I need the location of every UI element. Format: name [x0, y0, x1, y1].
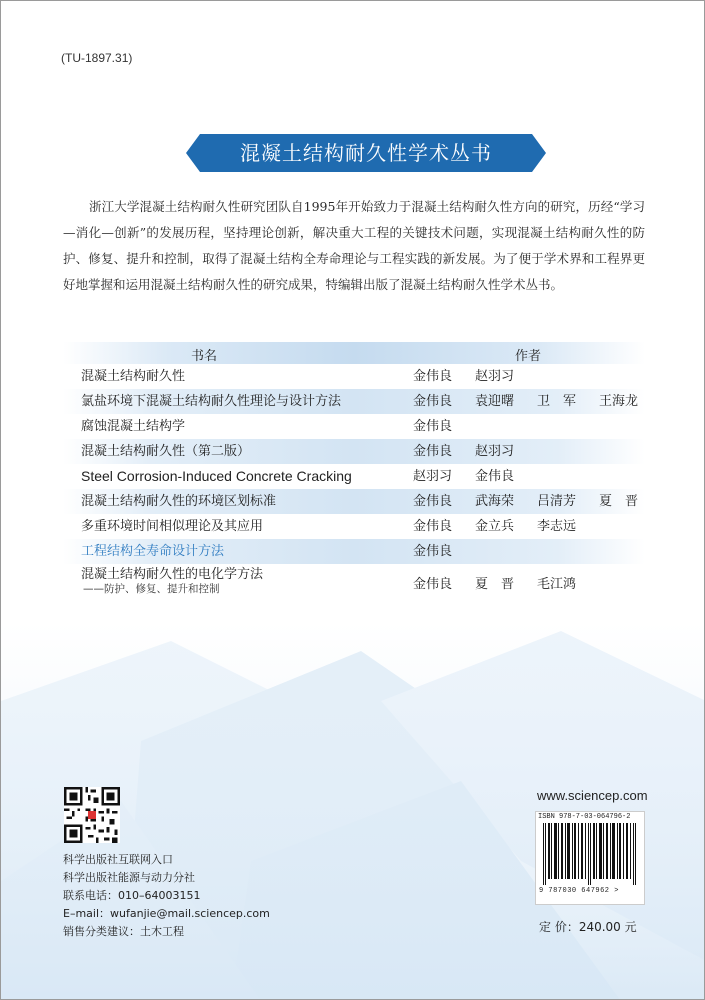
- table-row: [63, 489, 645, 514]
- qr-code: [64, 787, 120, 843]
- book-title: 混凝土结构耐久性的环境区划标准: [81, 494, 277, 509]
- table-row: [63, 389, 645, 414]
- catalog-code: (TU-1897.31): [61, 51, 133, 65]
- book-title: 混凝土结构耐久性的电化学方法: [81, 567, 264, 582]
- book-title: 多重环境时间相似理论及其应用: [81, 519, 264, 534]
- table-header: [63, 342, 645, 364]
- publisher-website: www.sciencep.com: [537, 788, 648, 803]
- book-author: 夏 晋: [599, 494, 639, 509]
- book-title: 混凝土结构耐久性（第二版）: [81, 444, 251, 459]
- book-author: 吕清芳: [537, 494, 577, 509]
- book-title: Steel Corrosion-Induced Concrete Cracking: [81, 468, 352, 484]
- book-title: 混凝土结构耐久性: [81, 369, 186, 384]
- publisher-email: E–mail：wufanjie@mail.sciencep.com: [63, 907, 270, 920]
- book-author: 金立兵: [475, 519, 515, 534]
- book-author: 赵羽习: [475, 444, 515, 459]
- intro-paragraph: 浙江大学混凝土结构耐久性研究团队自1995年开始致力于混凝土结构耐久性方向的研究，历经“学习—消化—创新”的发展历程，坚持理论创新，解决重大工程的关键技术问题，实现混凝土结构耐久性的防护、修复、提升和控制，取得了混凝土结构全寿命理论与工程实践的新发展。为了便于学术界和工程界更好地掌握和运用混凝土结构耐久性的研究成果，特编辑出版了混凝土结构耐久性学术丛书。: [63, 199, 645, 292]
- book-subtitle: ——防护、修复、提升和控制: [83, 583, 220, 595]
- barcode: [541, 823, 639, 885]
- book-author: 王海龙: [599, 394, 639, 409]
- book-title: 腐蚀混凝土结构学: [81, 419, 186, 434]
- table-row: [63, 414, 645, 439]
- table-row: [63, 364, 645, 389]
- book-author: 李志远: [537, 519, 577, 534]
- book-list-table: [63, 342, 645, 604]
- publisher-portal: 科学出版社互联网入口: [63, 853, 173, 866]
- table-row: [63, 564, 645, 604]
- book-author: 金伟良: [413, 519, 453, 534]
- book-author: 金伟良: [413, 544, 453, 559]
- book-author: 夏 晋: [475, 577, 515, 592]
- series-title: 混凝土结构耐久性学术丛书: [240, 141, 492, 165]
- sales-category: 销售分类建议：土木工程: [63, 925, 184, 938]
- book-title: 工程结构全寿命设计方法: [81, 544, 225, 559]
- book-author: 赵羽习: [475, 369, 515, 384]
- barcode-digits: 9 787030 647962 >: [539, 887, 619, 895]
- table-row: [63, 439, 645, 464]
- book-author: 金伟良: [413, 577, 453, 592]
- isbn-label: ISBN 978-7-03-064796-2: [538, 813, 631, 821]
- book-author: 毛江鸿: [537, 577, 577, 592]
- book-author: 金伟良: [413, 369, 453, 384]
- book-author: 袁迎曙: [475, 394, 515, 409]
- book-author: 赵羽习: [413, 469, 453, 484]
- book-author: 金伟良: [413, 444, 453, 459]
- book-title: 氯盐环境下混凝土结构耐久性理论与设计方法: [81, 394, 342, 409]
- publisher-phone: 联系电话：010–64003151: [63, 889, 201, 902]
- book-author: 金伟良: [413, 494, 453, 509]
- table-row: [63, 514, 645, 539]
- table-row: [63, 539, 645, 564]
- book-author: 金伟良: [475, 469, 515, 484]
- book-author: 金伟良: [413, 394, 453, 409]
- book-author: 卫 军: [537, 394, 577, 409]
- book-author: 金伟良: [413, 419, 453, 434]
- header-title: 书名: [191, 349, 218, 364]
- book-author: 武海荣: [475, 494, 515, 509]
- header-author: 作者: [515, 349, 542, 364]
- publisher-info: [63, 851, 270, 941]
- table-row: [63, 464, 645, 489]
- price: 定 价：240.00 元: [539, 920, 637, 934]
- publisher-branch: 科学出版社能源与动力分社: [63, 871, 195, 884]
